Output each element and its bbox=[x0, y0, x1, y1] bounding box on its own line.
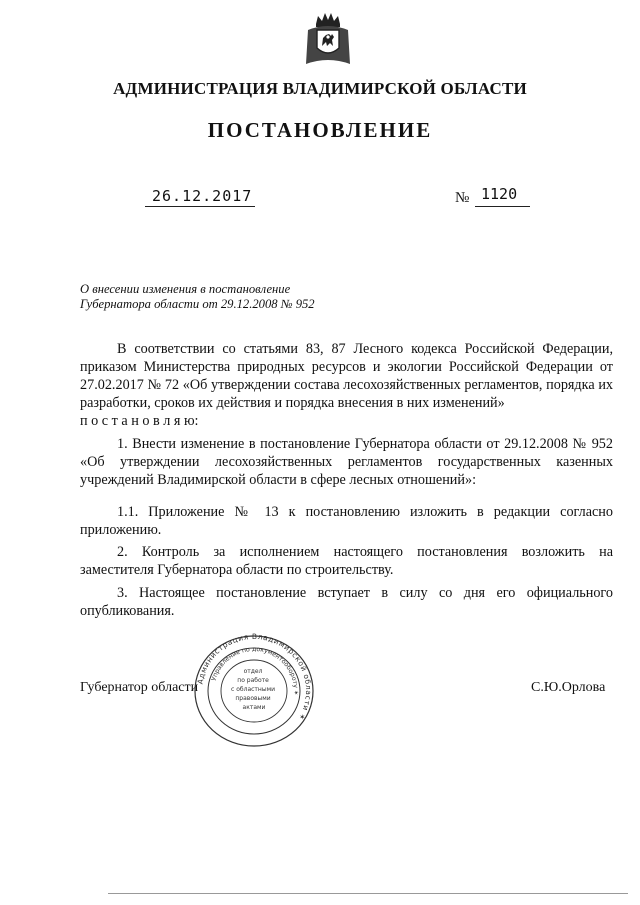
preamble-text: В соответствии со статьями 83, 87 Лесного кодекса Российской Федерации, приказом Министерства природных ресурсов и экологии Российской Федерации от 27.02.2017 № 72 «Об утверждении состава лесохозяйственных регламентов, порядка их разработки, сроков их действия и порядка внесения в них изменений» bbox=[80, 341, 613, 411]
item-3-paragraph: 3. Настоящее постановление вступает в силу со дня его официального опубликования. bbox=[80, 585, 613, 619]
signatory-name: С.Ю.Орлова bbox=[531, 680, 606, 695]
official-stamp bbox=[191, 633, 317, 749]
coat-of-arms-emblem bbox=[304, 10, 352, 68]
signatory-title: Губернатор области bbox=[80, 680, 199, 695]
document-type-title: ПОСТАНОВЛЕНИЕ bbox=[207, 118, 433, 142]
svg-text:Администрация Владимирской обл: Администрация Владимирской области ✶ bbox=[195, 633, 314, 723]
bottom-border-line bbox=[108, 893, 628, 894]
item-1-paragraph: 1. Внести изменение в постановление Губернатора области от 29.12.2008 № 952 «Об утверждении лесохозяйственных регламентов государственных казенных учреждений Владимирской области в сфере лесных отношений»: bbox=[80, 436, 613, 488]
document-number: 1120 bbox=[481, 185, 518, 203]
subject-line-1: О внесении изменения в постановление bbox=[80, 282, 291, 296]
item-2-paragraph: 2. Контроль за исполнением настоящего постановления возложить на заместителя Губернатора области по строительству. bbox=[80, 544, 613, 578]
preamble-paragraph bbox=[80, 340, 613, 430]
decree-word: п о с т а н о в л я ю: bbox=[80, 413, 199, 429]
number-underline bbox=[475, 206, 530, 207]
document-date: 26.12.2017 bbox=[152, 187, 253, 205]
svg-text:Управление по документообороту: Управление по документообороту ✶ bbox=[210, 645, 300, 696]
number-sign: № bbox=[455, 190, 470, 206]
svg-text:отдел по работе с обла: отдел по работе с областными правовыми актами bbox=[231, 668, 276, 711]
date-underline bbox=[145, 206, 255, 207]
item-1-1-paragraph: 1.1. Приложение № 13 к постановлению изложить в редакции согласно приложению. bbox=[80, 504, 613, 538]
document-subject bbox=[80, 282, 460, 312]
organization-title: АДМИНИСТРАЦИЯ ВЛАДИМИРСКОЙ ОБЛАСТИ bbox=[113, 79, 527, 98]
subject-line-2: Губернатора области от 29.12.2008 № 952 bbox=[80, 297, 315, 311]
